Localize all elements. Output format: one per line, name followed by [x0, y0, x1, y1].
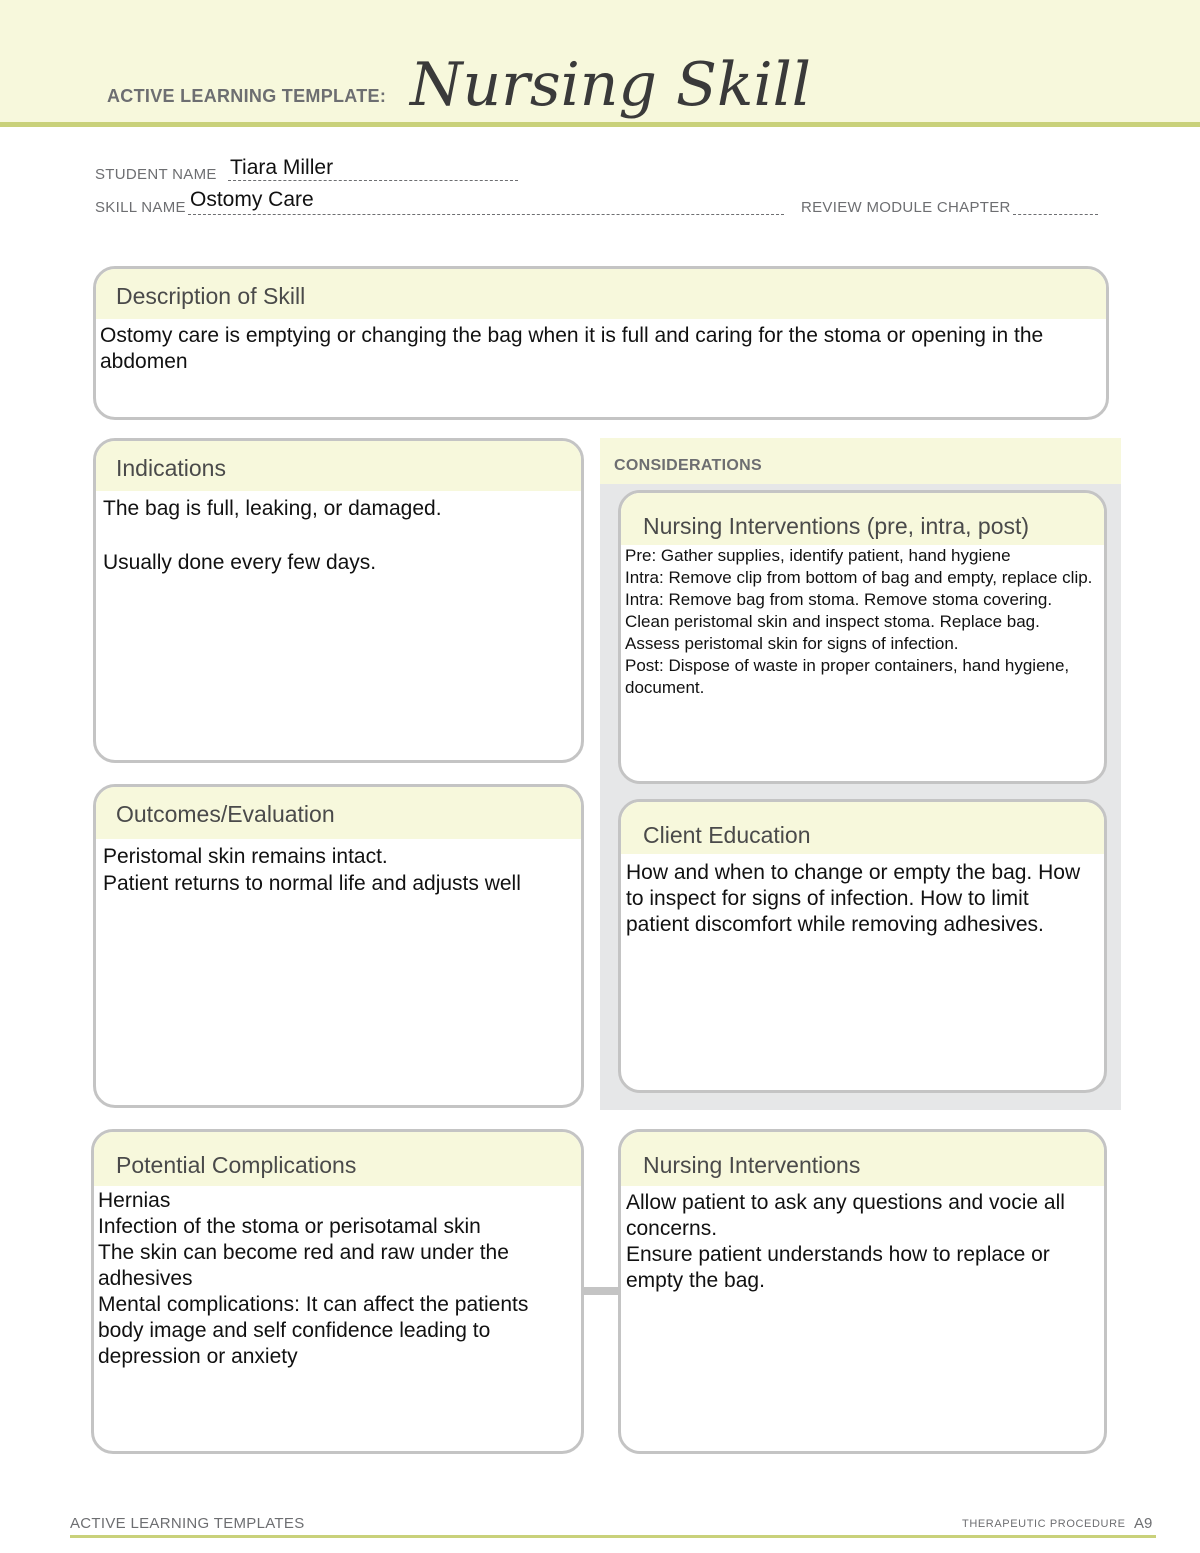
- client-education-box: [618, 799, 1107, 1093]
- review-module-label: REVIEW MODULE CHAPTER: [801, 199, 1011, 216]
- student-name-label: STUDENT NAME: [95, 166, 217, 183]
- footer-left-label: ACTIVE LEARNING TEMPLATES: [70, 1515, 305, 1532]
- page-title: Nursing Skill: [410, 50, 811, 120]
- interventions-prepost-body[interactable]: Pre: Gather supplies, identify patient, hand hygiene Intra: Remove clip from bottom of bag and empty, replace clip. Intra: Remove bag from stoma. Remove stoma covering. Clean peristomal skin and inspect stoma. Replace bag. Assess peristomal skin for signs of infection. Post: Dispose of waste in proper containers, hand hygiene, document.: [625, 546, 1093, 697]
- interventions-prepost-box: [618, 490, 1107, 784]
- description-body[interactable]: Ostomy care is emptying or changing the bag when it is full and caring for the stoma or opening in the abdomen: [100, 324, 1044, 373]
- client-education-body[interactable]: How and when to change or empty the bag. How to inspect for signs of infection. How to limit patient discomfort while removing adhesives.: [626, 861, 1081, 936]
- interventions-prepost-heading: Nursing Interventions (pre, intra, post): [621, 493, 1104, 545]
- client-education-heading: Client Education: [621, 802, 1104, 854]
- nursing-interventions-heading: Nursing Interventions: [621, 1132, 1104, 1186]
- complications-heading: Potential Complications: [94, 1132, 581, 1186]
- outcomes-body[interactable]: Peristomal skin remains intact. Patient returns to normal life and adjusts well: [103, 845, 521, 895]
- header-rule: [0, 122, 1200, 127]
- student-name-field[interactable]: Tiara Miller: [230, 156, 334, 179]
- template-label: ACTIVE LEARNING TEMPLATE:: [107, 86, 387, 106]
- footer-right-label: THERAPEUTIC PROCEDURE: [962, 1518, 1126, 1530]
- complications-box: [91, 1129, 584, 1454]
- footer-page-number: A9: [1134, 1515, 1153, 1532]
- skill-name-field[interactable]: Ostomy Care: [190, 188, 314, 211]
- skill-name-underline: [188, 214, 784, 215]
- nursing-interventions-box: [618, 1129, 1107, 1454]
- skill-name-label: SKILL NAME: [95, 199, 186, 216]
- connector-bar: [582, 1287, 622, 1295]
- description-heading: Description of Skill: [96, 269, 1106, 319]
- indications-heading: Indications: [96, 441, 581, 491]
- description-box: [93, 266, 1109, 420]
- considerations-label: CONSIDERATIONS: [614, 457, 762, 474]
- complications-body[interactable]: Hernias Infection of the stoma or perisotamal skin The skin can become red and raw under the adhesives Mental complications: It can affect the patients body image and self confidence leading to depression or anxiety: [98, 1189, 529, 1368]
- outcomes-heading: Outcomes/Evaluation: [96, 787, 581, 839]
- indications-box: [93, 438, 584, 763]
- review-module-field[interactable]: [1013, 214, 1098, 215]
- footer-rule: [70, 1535, 1156, 1538]
- indications-body[interactable]: The bag is full, leaking, or damaged. Usually done every few days.: [103, 497, 442, 574]
- nursing-interventions-body[interactable]: Allow patient to ask any questions and vocie all concerns. Ensure patient understands how to replace or empty the bag.: [626, 1191, 1065, 1292]
- outcomes-box: [93, 784, 584, 1108]
- student-name-underline: [228, 180, 518, 181]
